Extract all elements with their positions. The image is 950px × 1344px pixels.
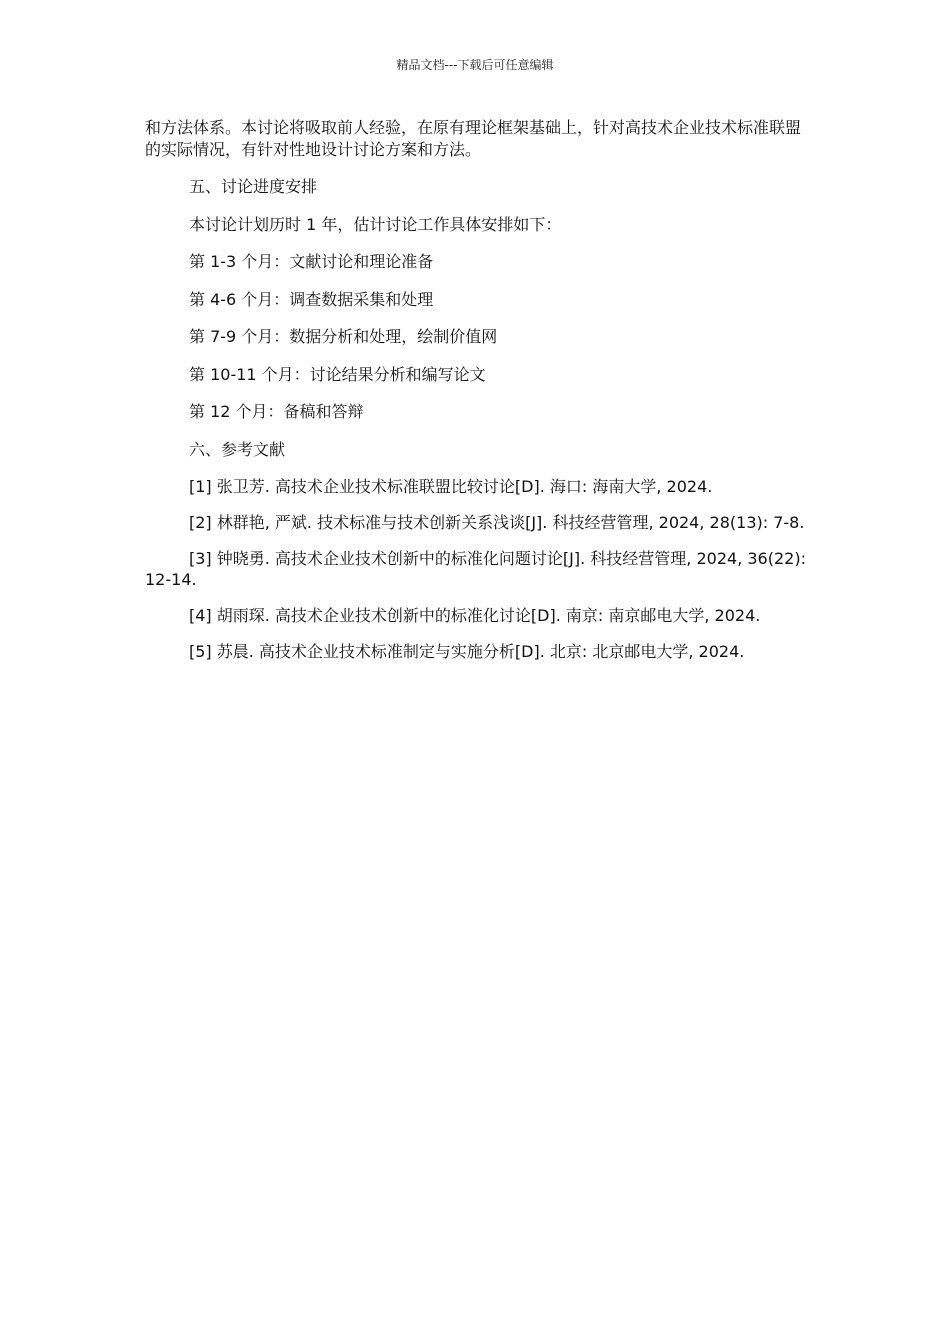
reference-item: [4] 胡雨琛. 高技术企业技术创新中的标准化讨论[D]. 南京: 南京邮电大学, 2024. <box>189 606 761 625</box>
section-heading-schedule: 五、讨论进度安排 <box>189 177 318 196</box>
reference-item: [1] 张卫芳. 高技术企业技术标准联盟比较讨论[D]. 海口: 海南大学, 2024. <box>189 477 713 496</box>
schedule-item: 第 10-11 个月：讨论结果分析和编写论文 <box>189 364 486 384</box>
schedule-item: 第 7-9 个月：数据分析和处理，绘制价值网 <box>189 327 498 346</box>
section-heading-references: 六、参考文献 <box>189 439 286 459</box>
schedule-item: 第 1-3 个月：文献讨论和理论准备 <box>189 252 434 271</box>
schedule-item: 第 12 个月：备稿和答辩 <box>189 402 364 421</box>
reference-item: [2] 林群艳, 严斌. 技术标准与技术创新关系浅谈[J]. 科技经营管理, 2024, 28(13): 7-8. <box>189 513 805 532</box>
document-body <box>145 117 810 677</box>
schedule-item: 第 4-6 个月：调查数据采集和处理 <box>189 289 434 309</box>
reference-item: [5] 苏晨. 高技术企业技术标准制定与实施分析[D]. 北京: 北京邮电大学, 2024. <box>189 642 745 661</box>
reference-item: [3] 钟晓勇. 高技术企业技术创新中的标准化问题讨论[J]. 科技经营管理, 2024, 36(22): 12-14. <box>145 549 806 589</box>
page-header: 精品文档---下载后可任意编辑 <box>396 58 554 72</box>
intro-paragraph: 和方法体系。本讨论将吸取前人经验，在原有理论框架基础上，针对高技术企业技术标准联盟的实际情况，有针对性地设计讨论方案和方法。 <box>145 118 802 159</box>
schedule-intro: 本讨论计划历时 1 年，估计讨论工作具体安排如下： <box>189 214 562 234</box>
